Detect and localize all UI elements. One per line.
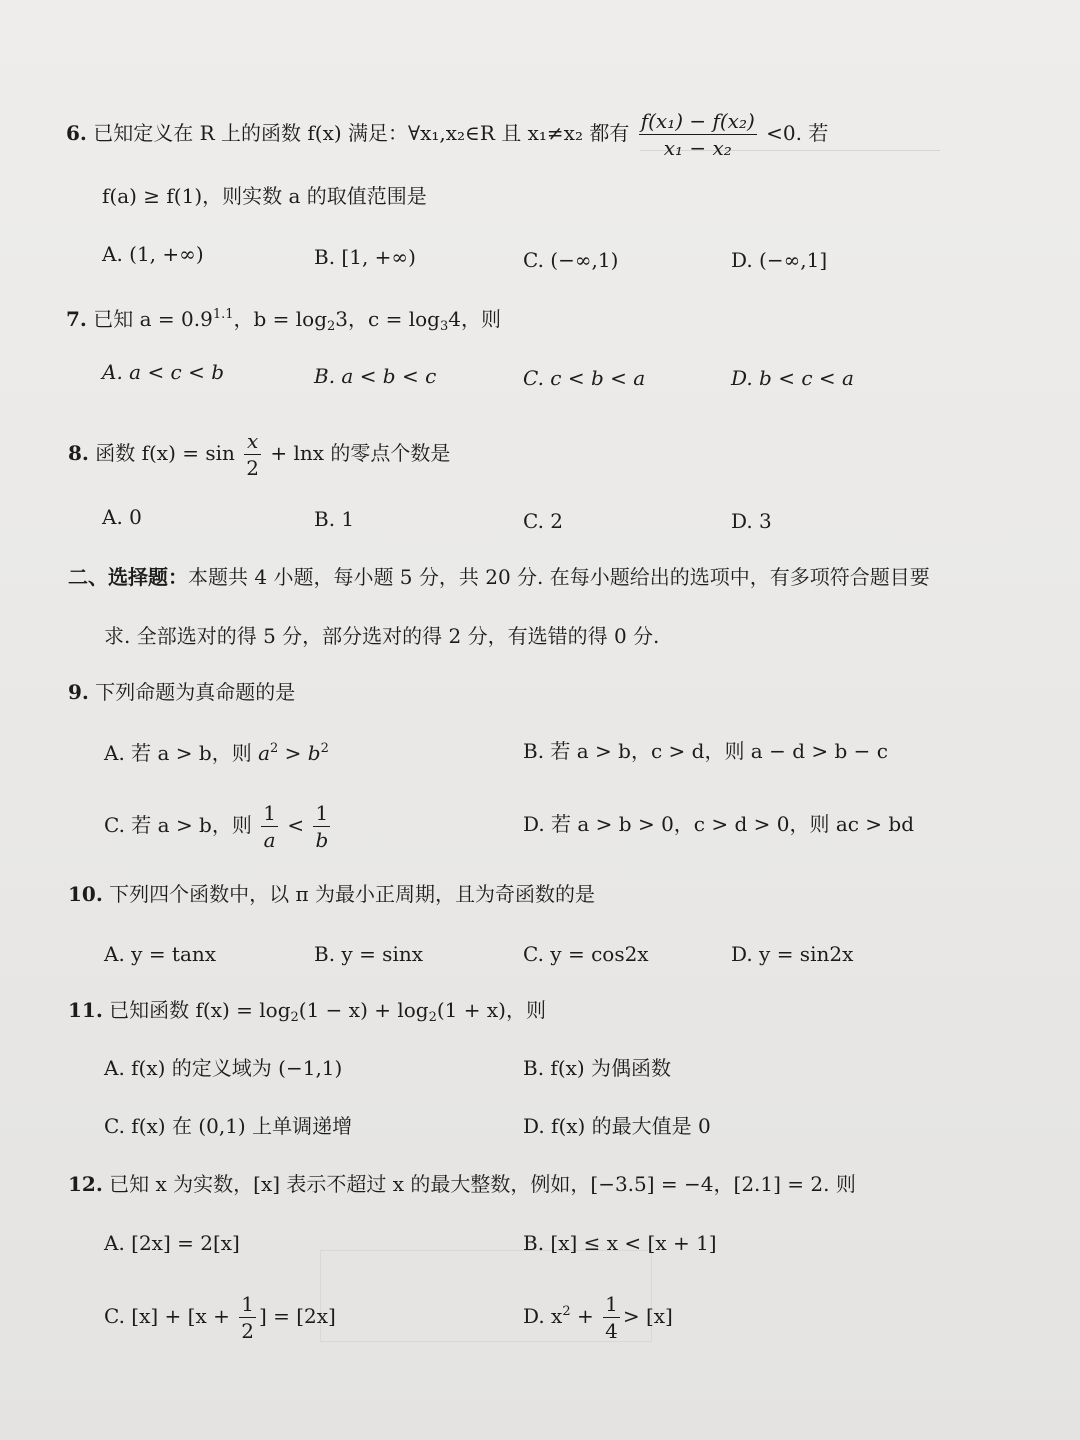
question-10-option-a: A. y = tanx	[104, 942, 217, 966]
question-9-option-c	[104, 800, 333, 853]
fraction-numerator: 1	[263, 801, 276, 825]
option-text: a	[258, 741, 271, 765]
question-11-option-d: D. f(x) 的最大值是 0	[523, 1114, 711, 1138]
question-text: ，b = log	[233, 307, 328, 331]
section-2-heading-line1	[68, 563, 930, 591]
question-10-option-c: C. y = cos2x	[523, 942, 649, 966]
question-8-option-c: C. 2	[523, 509, 564, 533]
question-number: 7.	[66, 307, 87, 331]
question-text: 已知定义在 R 上的函数 f(x) 满足：∀x₁,x₂∈R 且 x₁≠x₂ 都有	[93, 121, 630, 145]
exponent: 2	[562, 1304, 571, 1319]
question-number: 9.	[68, 680, 89, 704]
section-title: 二、选择题：	[68, 565, 188, 589]
question-11-option-b: B. f(x) 为偶函数	[523, 1056, 672, 1080]
question-12	[68, 1170, 856, 1198]
fraction-numerator: 1	[241, 1292, 254, 1316]
question-8-option-d: D. 3	[731, 509, 772, 533]
fraction	[313, 800, 330, 853]
question-7-option-b: B. a < b < c	[314, 364, 437, 388]
fraction	[261, 800, 278, 853]
question-6-line2	[102, 182, 427, 210]
fraction-denominator: b	[315, 828, 329, 852]
question-7-option-a: A. a < c < b	[102, 360, 225, 384]
option-text: > b	[278, 741, 321, 765]
question-7	[66, 301, 501, 341]
option-text: +	[570, 1304, 594, 1328]
log-base: 2	[327, 319, 336, 334]
option-text: A. 若 a > b，则	[104, 741, 259, 765]
log-base: 2	[290, 1010, 299, 1025]
question-6-option-c: C. (−∞,1)	[523, 248, 619, 272]
fraction-denominator: 4	[605, 1319, 618, 1343]
question-6-option-d: D. (−∞,1]	[731, 248, 828, 272]
fraction-numerator: f(x₁) − f(x₂)	[640, 109, 755, 133]
question-text: 已知 x 为实数，[x] 表示不超过 x 的最大整数，例如，[−3.5] = −4，[2.1] = 2. 则	[109, 1172, 856, 1196]
question-text: <0. 若	[766, 121, 829, 145]
fraction-denominator: a	[263, 828, 276, 852]
option-text: D. x	[523, 1304, 563, 1328]
question-7-option-c: C. c < b < a	[523, 366, 646, 390]
log-base: 3	[439, 319, 449, 334]
question-text: 下列四个函数中，以 π 为最小正周期，且为奇函数的是	[109, 882, 596, 906]
fraction-numerator: x	[244, 428, 261, 455]
section-instructions: 求. 全部选对的得 5 分，部分选对的得 2 分，有选错的得 0 分.	[104, 624, 660, 648]
option-text: C. [x] + [x +	[104, 1304, 230, 1328]
question-text: 已知 a = 0.9	[93, 307, 213, 331]
question-10-option-b: B. y = sinx	[314, 942, 424, 966]
section-instructions: 本题共 4 小题，每小题 5 分，共 20 分. 在每小题给出的选项中，有多项符合题目要	[188, 565, 930, 589]
question-9-option-d: D. 若 a > b > 0，c > d > 0，则 ac > bd	[523, 812, 915, 836]
fraction-numerator: 1	[313, 800, 330, 827]
question-9	[68, 678, 295, 706]
question-10	[68, 880, 595, 908]
question-11-option-c: C. f(x) 在 (0,1) 上单调递增	[104, 1114, 353, 1138]
question-8	[68, 428, 450, 481]
exponent: 2	[320, 741, 329, 756]
question-number: 8.	[68, 441, 89, 465]
question-6-option-a: A. (1, +∞)	[102, 242, 204, 266]
fraction	[603, 1291, 620, 1344]
question-8-option-b: B. 1	[314, 507, 355, 531]
exponent: 1.1	[212, 307, 234, 322]
question-12-option-a: A. [2x] = 2[x]	[104, 1231, 240, 1255]
question-text: (1 − x) + log	[298, 998, 429, 1022]
question-7-option-d: D. b < c < a	[731, 366, 854, 390]
option-text: <	[280, 813, 311, 837]
fraction-denominator: 2	[241, 1319, 254, 1343]
question-text: 函数 f(x) = sin	[95, 441, 235, 465]
fraction	[244, 428, 261, 481]
question-11	[68, 996, 546, 1032]
question-number: 11.	[68, 998, 103, 1022]
question-12-option-c	[104, 1291, 336, 1344]
exponent: 2	[270, 741, 279, 756]
fraction-denominator: x₁ − x₂	[663, 136, 732, 160]
question-text: f(a) ≥ f(1)，则实数 a 的取值范围是	[102, 184, 427, 208]
fraction	[239, 1291, 256, 1344]
fraction-denominator: 2	[246, 456, 260, 480]
option-text: ] = [2x]	[258, 1304, 336, 1328]
option-text: > [x]	[622, 1304, 673, 1328]
log-base: 2	[428, 1010, 437, 1025]
question-12-option-d	[523, 1291, 673, 1344]
question-10-option-d: D. y = sin2x	[731, 942, 854, 966]
question-11-option-a: A. f(x) 的定义域为 (−1,1)	[104, 1056, 343, 1080]
question-6-option-b: B. [1, +∞)	[314, 245, 416, 269]
question-6-line1	[66, 108, 828, 161]
fraction-numerator: 1	[605, 1292, 618, 1316]
question-text: 4，则	[448, 307, 501, 331]
question-number: 6.	[66, 121, 87, 145]
question-text: (1 + x)，则	[436, 998, 546, 1022]
question-9-option-b: B. 若 a > b，c > d，则 a − d > b − c	[523, 739, 888, 763]
fraction	[639, 108, 757, 161]
question-12-option-b: B. [x] ≤ x < [x + 1]	[523, 1231, 717, 1255]
question-text: 3，c = log	[335, 307, 440, 331]
question-number: 12.	[68, 1172, 103, 1196]
question-text: 已知函数 f(x) = log	[109, 998, 291, 1022]
question-8-option-a: A. 0	[102, 505, 142, 529]
option-text: C. 若 a > b，则	[104, 813, 252, 837]
section-2-heading-line2	[104, 622, 659, 650]
question-text: + lnx 的零点个数是	[270, 441, 451, 465]
question-9-option-a	[104, 735, 329, 767]
question-text: 下列命题为真命题的是	[95, 680, 296, 704]
question-number: 10.	[68, 882, 103, 906]
